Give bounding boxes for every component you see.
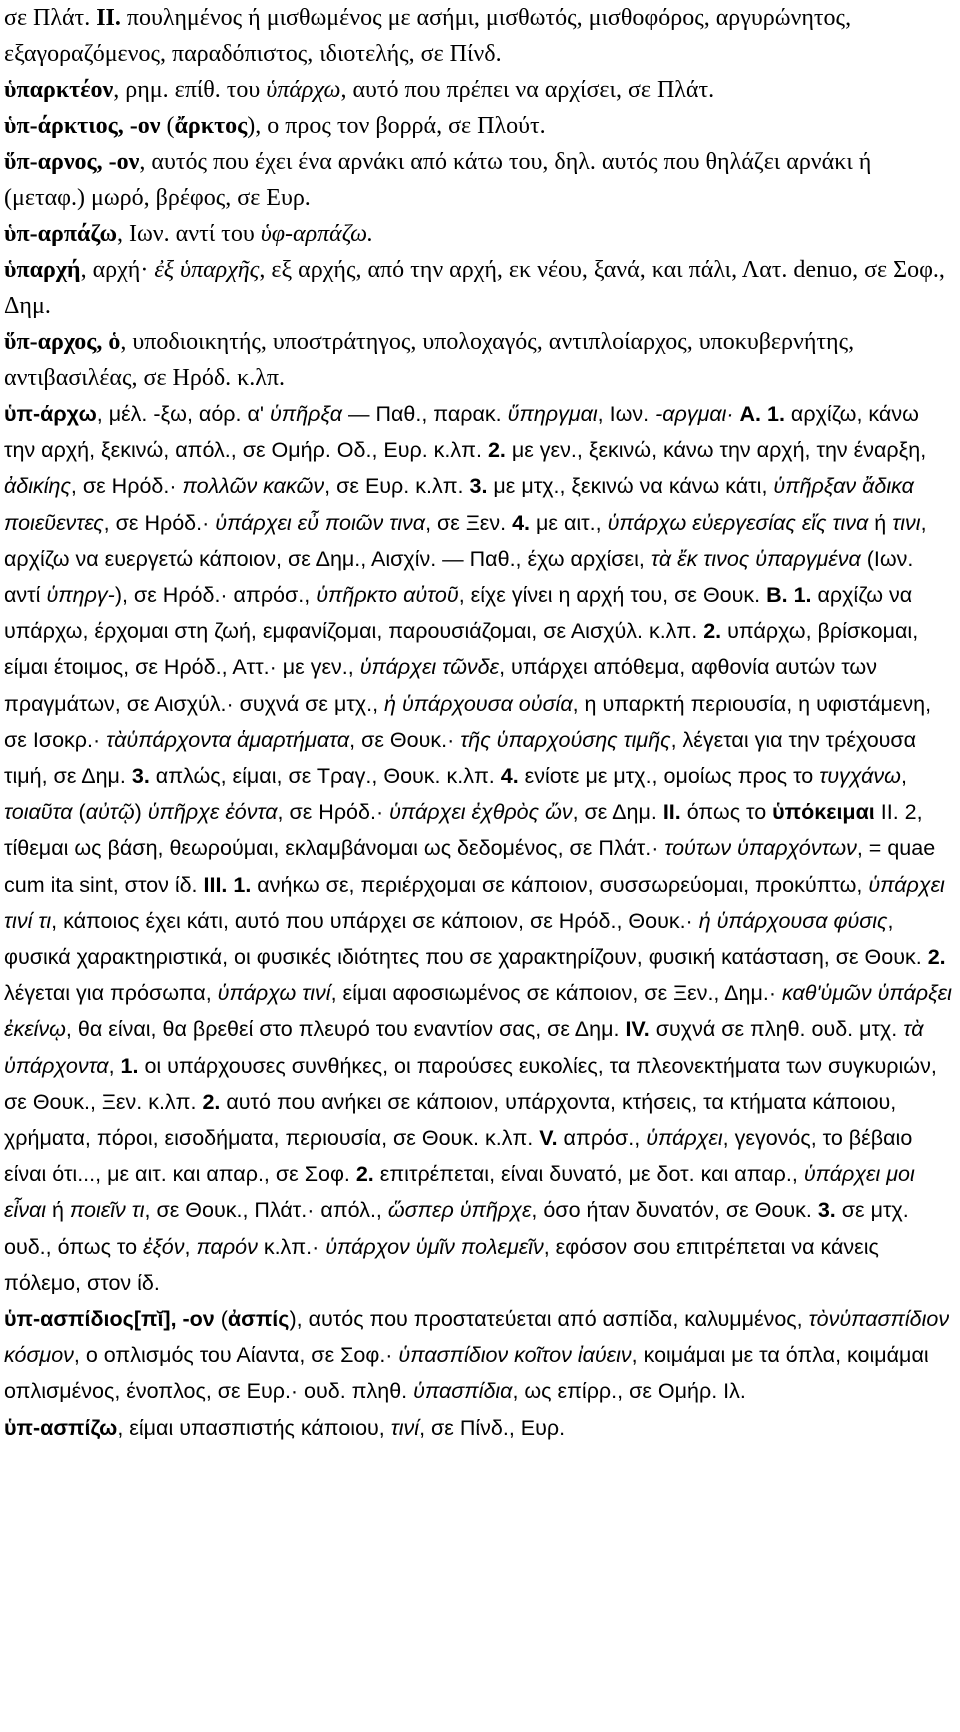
citation-text: πολλῶν κακῶν [182,474,325,499]
definition-text: , φυσικά χαρακτηριστικά, οι φυσικές ιδιότητες που σε χαρακτηρίζουν, φυσική κατάσταση, σε Θουκ. [4,908,928,970]
citation-text: ἡ ὑπάρχουσα οὐσία [384,691,573,716]
headword-text: 1. [120,1053,139,1078]
citation-text: τὰὑπάρχοντα ἁμαρτήματα [106,727,350,752]
headword-text: ὕπ-αρχος, ὁ [4,329,121,355]
entry-hyparchos-continued [4,0,952,72]
definition-text: , Ιων. αντί του [117,221,261,247]
definition-text: , σε Δημ. [572,800,663,825]
definition-text: ανήκω σε, περιέρχομαι σε κάποιον, συσσωρεύομαι, προκύπτω, [251,872,869,897]
headword-text: ὕπ-αρνος, -ον [4,149,140,175]
citation-text: ὑπῆρξαν ἄδικα ποιεῦεντες [4,474,914,535]
citation-text: ἡ ὑπάρχουσα φύσις [698,908,888,933]
definition-text: όπως το [680,800,773,825]
definition-text: , ο οπλισμός του Αίαντα, σε Σοφ.· [73,1343,399,1368]
headword-text: B. 1. [766,583,812,608]
headword-text: II. [96,5,121,31]
definition-text: , ως επίρρ., σε Ομήρ. Ιλ. [512,1379,746,1404]
definition-text: σε Πλάτ. [4,5,97,31]
definition-text: , [184,1234,197,1259]
definition-text: , ρημ. επίθ. του [113,77,267,103]
headword-text: ὑπ-ασπίζω [4,1415,118,1440]
citation-text: ὑπασπίδια [413,1379,513,1404]
serif-section [4,0,952,396]
headword-text: ὑπ-ασπίδιος[πῐ], -ον [4,1307,215,1332]
citation-text: ὑπάρχω [266,77,341,103]
definition-text: αρχίζω να υπάρχω, έρχομαι στη ζωή, εμφανίζομαι, παρουσιάζομαι, σε Αισχύλ. κ.λπ. [4,583,913,644]
definition-text: , γεγονός, το βέβαιο είναι ότι..., με αιτ. και απαρ., σε Σοφ. [4,1126,913,1187]
definition-text: , εξ αρχής, από την αρχή, εκ νέου, ξανά, και πάλι, Λατ. denuo, σε Σοφ., Δημ. [4,257,945,319]
headword-text: 2. [487,438,506,463]
headword-text: 3. [817,1198,836,1223]
definition-text: οι υπάρχουσες συνθήκες, οι παρούσες ευκολίες, τα πλεονεκτήματα των συγκυριών, σε Θουκ., Ξεν. κ.λπ. [4,1053,937,1114]
citation-text: ὑπάρχει τῶνδε [359,655,500,680]
citation-text: καθ'ὑμῶν ὑπάρξει ἐκείνῳ [4,981,952,1042]
citation-text: ὑπάρχω εὐεργεσίας εἴς τινα [607,510,869,535]
citation-text: -αργμαι· [655,402,734,426]
headword-text: 3. [469,474,488,499]
headword-text: 2. [703,619,722,644]
entry-hypaspidios [4,1301,952,1410]
definition-text: , σε Ξεν. [425,510,513,535]
definition-text: επιτρέπεται, είναι δυνατό, με δοτ. και απαρ., [373,1162,804,1187]
definition-text: ( [160,113,175,139]
definition-text: κ.λπ.· [257,1234,326,1259]
citation-text: τυγχάνω [819,764,901,789]
definition-text: , [108,1053,121,1078]
definition-text: , εφόσον σου επιτρέπεται να κάνεις πόλεμο, στον ίδ. [4,1234,879,1295]
definition-text: με γεν., ξεκινώ, κάνω την αρχή, την έναρξη, [505,438,927,463]
citation-text: ὑπάρχει εὖ ποιῶν τινα [215,510,426,535]
citation-text: ὑπάρχει ἐχθρὸς ὤν [389,800,573,825]
definition-text: ή [46,1198,70,1223]
headword-text: ὑπ-αρπάζω [4,221,118,247]
definition-text: II. 2, τίθεμαι ως βάση, θεωρούμαι, εκλαμβάνομαι ως δεδομένος, σε Πλάτ.· [4,800,923,861]
definition-text: , η υπαρκτή περιουσία, η υφιστάμενη, σε Ισοκρ.· [4,691,932,752]
headword-text: ἀσπίς [227,1307,290,1332]
definition-text: , [900,764,907,789]
citation-text: ὑφ-αρπάζω. [260,221,374,247]
definition-text: , μέλ. -ξω, αόρ. α' [96,402,270,426]
citation-text: ὑπάρχον ὑμῖν πολεμεῖν [325,1234,544,1259]
definition-text: , αυτός που έχει ένα αρνάκι από κάτω του, δηλ. αυτός που θηλάζει αρνάκι ή (μεταφ.) μωρό, βρέφος, σε Ευρ. [4,149,872,211]
definition-text: , είμαι υπασπιστής κάποιου, [117,1415,391,1440]
definition-text: με μτχ., ξεκινώ να κάνω κάτι, [487,474,774,499]
definition-text: συχνά σε πληθ. ουδ. μτχ. [649,1017,904,1042]
headword-text: 2. [202,1089,221,1114]
definition-text: , = quae cum ita sint, στον ίδ. [4,836,936,897]
headword-text: ἄρκτος [174,113,248,139]
citation-text: ὑπάρχω τινί [217,981,331,1006]
headword-text: 2. [927,945,946,970]
citation-text: παρόν [196,1234,258,1259]
definition-text: , σε Πίνδ., Ευρ. [419,1415,566,1440]
citation-text: ἐξόν [143,1234,185,1259]
citation-text: ὑπάρχει τινί τι [4,872,945,933]
definition-text: με αιτ., [530,510,608,535]
definition-text: , είμαι αφοσιωμένος σε κάποιον, σε Ξεν., Δημ.· [330,981,782,1006]
headword-text: V. [539,1126,558,1151]
definition-text: , κοιμάμαι με τα όπλα, κοιμάμαι οπλισμένος, ένοπλος, σε Ευρ.· ουδ. πληθ. [4,1343,929,1404]
citation-text: ὑπασπίδιον κοῖτον ἰαύειν [398,1343,632,1368]
definition-text: ή [868,510,893,535]
headword-text: II. [662,800,681,825]
headword-text: ὑπόκειμαι [772,800,875,825]
definition-text: , σε Ηρόδ.· [70,474,183,499]
citation-text: ποιεῖν τι [69,1198,145,1223]
definition-text: (Ιων. αντί [4,546,914,608]
definition-text: ) [134,800,148,825]
headword-text: ὑπ-άρχω [4,402,97,426]
citation-text: ὑπηργ- [46,583,115,608]
definition-text: , όσο ήταν δυνατόν, σε Θουκ. [531,1198,818,1223]
definition-text: σε μτχ. ουδ., όπως το [4,1198,909,1259]
citation-text: ὑπῆρκτο αὐτοῦ [316,583,459,608]
citation-text: ὑπῆρχε ἐόντα [147,800,278,825]
definition-text: αυτό που ανήκει σε κάποιον, υπάρχοντα, κτήσεις, τα κτήματα κάποιου, χρήματα, πόροι, εισοδήματα, περιουσία, σε Θουκ. κ.λπ. [4,1089,897,1151]
entry-hyparktios [4,108,952,144]
definition-text: , αρχίζω να ευεργετώ κάποιον, σε Δημ., Αισχίν. — Παθ., έχω αρχίσει, [4,510,927,571]
definition-text: πουλημένος ή μισθωμένος με ασήμι, μισθωτός, μισθοφόρος, αργυρώνητος, εξαγοραζόμενος, παραδόπιστος, ιδιοτελής, σε Πίνδ. [4,5,852,67]
definition-text: — Παθ., παρακ. [342,402,508,426]
citation-text: τινι [892,510,921,535]
entry-hyparcho [4,396,952,1301]
headword-text: ὑπ-άρκτιος, -ον [4,113,161,139]
entry-hyparchos [4,324,952,396]
citation-text: τινί [390,1415,420,1440]
citation-text: ὥσπερ ὑπῆρχε [387,1198,532,1223]
citation-text: ὑπάρχει μοι εἶναι [4,1162,915,1223]
definition-text: αρχίζω, κάνω την αρχή, ξεκινώ, απόλ., σε Ομήρ. Οδ., Ευρ. κ.λπ. [4,402,919,463]
citation-text: ὑπάρχει [646,1126,723,1151]
entry-hyparche [4,252,952,324]
definition-text: ( [214,1307,228,1332]
entry-hypaspizo [4,1410,952,1446]
headword-text: 2. [355,1162,374,1187]
definition-text: , λέγεται για την τρέχουσα τιμή, σε Δημ. [4,727,917,789]
headword-text: A. 1. [739,402,785,426]
definition-text: , Ιων. [597,402,656,426]
sans-section [4,396,952,1446]
citation-text: τὸνὑπασπίδιον κόσμον [4,1307,950,1368]
headword-text: ὑπαρχή [4,257,81,283]
headword-text: 4. [500,764,519,789]
definition-text: , υποδιοικητής, υποστράτηγος, υπολοχαγός, αντιπλοίαρχος, υποκυβερνήτης, αντιβασιλέας, σε Ηρόδ. κ.λπ. [4,329,855,391]
citation-text: αὐτῷ [85,800,135,825]
citation-text: τούτων ὑπαρχόντων [664,836,857,861]
definition-text: ενίοτε με μτχ., ομοίως προς το [518,764,820,789]
entry-hyparnos [4,144,952,216]
definition-text: , σε Θουκ., Πλάτ.· απόλ., [144,1198,388,1223]
citation-text: τοιαῦτα [4,800,73,825]
citation-text: ἀδικίης [4,474,71,499]
definition-text: ), σε Ηρόδ.· απρόσ., [114,583,317,608]
definition-text: , σε Ηρόδ.· [277,800,390,825]
definition-text: υπάρχω, βρίσκομαι, είμαι έτοιμος, σε Ηρόδ., Αττ.· με γεν., [4,619,919,680]
definition-text: , κάποιος έχει κάτι, αυτό που υπάρχει σε κάποιον, σε Ηρόδ., Θουκ.· [51,908,699,933]
definition-text: , υπάρχει απόθεμα, αφθονία αυτών των πραγμάτων, σε Αισχύλ.· συχνά σε μτχ., [4,655,877,716]
headword-text: 3. [131,764,150,789]
definition-text: ), αυτός που προστατεύεται από ασπίδα, καλυμμένος, [289,1307,809,1332]
citation-text: τῆς ὑπαρχούσης τιμῆς [460,727,671,752]
definition-text: , αρχή· [80,257,155,283]
definition-text: , θα είναι, θα βρεθεί στο πλευρό του εναντίον σας, σε Δημ. [65,1017,626,1042]
citation-text: τὰ ἔκ τινος ὑπαργμένα [650,546,861,571]
citation-text: ὕπηργμαι [507,402,598,426]
headword-text: IV. [625,1017,650,1042]
definition-text: , είχε γίνει η αρχή του, σε Θουκ. [458,583,767,608]
citation-text: ἐξ ὑπαρχῆς [154,257,260,283]
definition-text: ( [72,800,86,825]
definition-text: , σε Θουκ.· [349,727,461,752]
citation-text: ὑπῆρξα [269,402,343,426]
definition-text: , σε Ηρόδ.· [103,510,216,535]
entry-hyparpazo [4,216,952,252]
entry-hyparkteon [4,72,952,108]
definition-text: λέγεται για πρόσωπα, [4,981,218,1006]
definition-text: απλώς, είμαι, σε Τραγ., Θουκ. κ.λπ. [149,764,501,789]
citation-text: τὰ ὑπάρχοντα [4,1017,924,1078]
definition-text: ), ο προς τον βορρά, σε Πλούτ. [247,113,546,139]
headword-text: ὑπαρκτέον [4,77,114,103]
definition-text: , σε Ευρ. κ.λπ. [324,474,470,499]
definition-text: απρόσ., [557,1126,647,1151]
headword-text: 4. [512,510,531,535]
definition-text: , αυτό που πρέπει να αρχίσει, σε Πλάτ. [340,77,715,103]
headword-text: III. 1. [203,872,252,897]
